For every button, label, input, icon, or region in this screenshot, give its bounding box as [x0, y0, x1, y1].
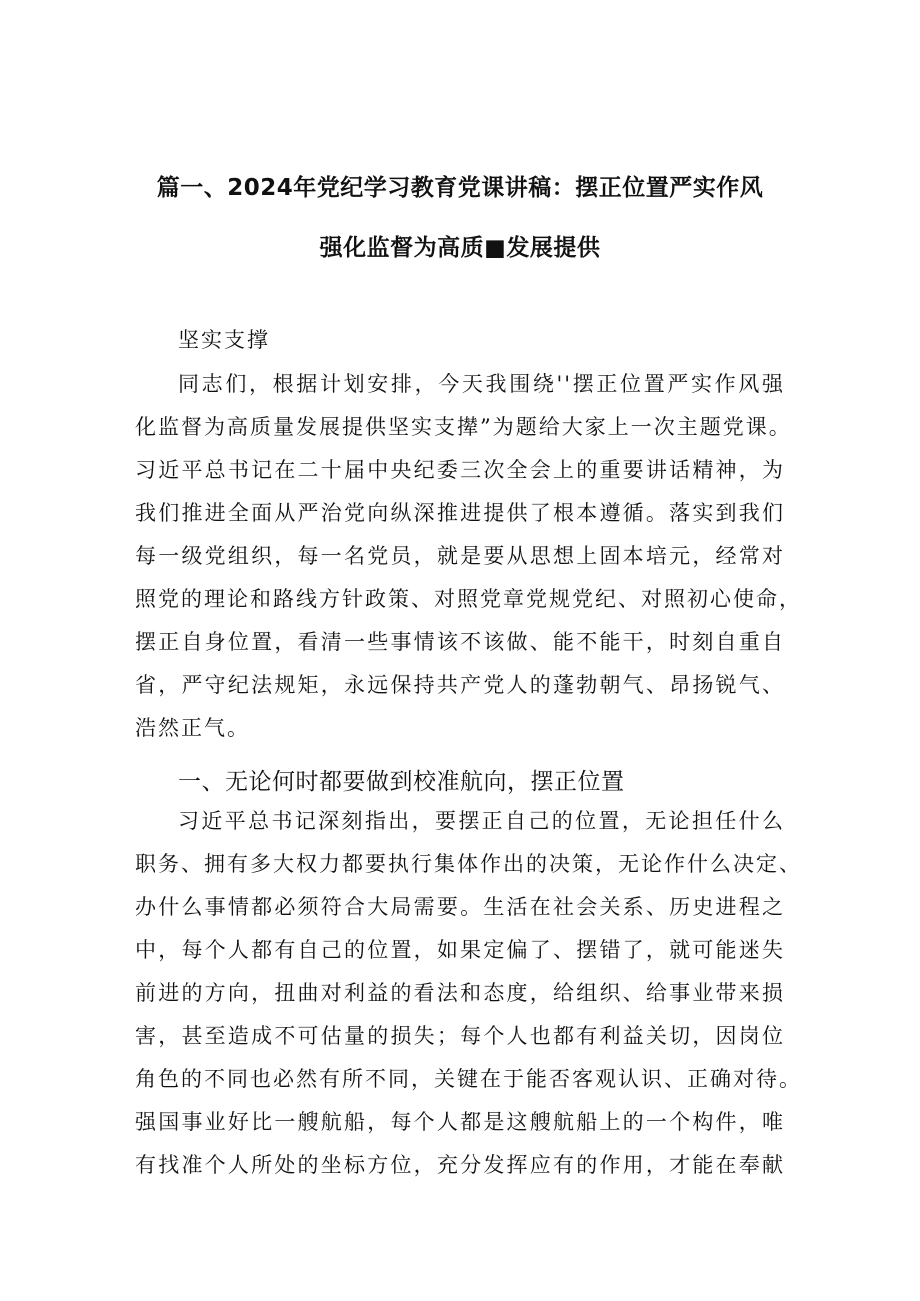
intro-line: 习近平总书记在二十届中央纪委三次全会上的重要讲话精神，为 [135, 458, 785, 482]
section-line: 有找准个人所处的坐标方位，充分发挥应有的作用，才能在奉献 [135, 1153, 785, 1177]
section-line: 前进的方向，扭曲对利益的看法和态度，给组织、给事业带来损 [135, 981, 785, 1005]
intro-line: 摆正自身位置，看清一些事情该不该做、能不能干，时刻自重自 [135, 630, 785, 654]
section-line: 习近平总书记深刻指出，要摆正自己的位置，无论担任什么 [178, 809, 785, 833]
intro-line: 浩然正气。 [135, 716, 250, 740]
document-title-line-2: 强化监督为高质■发展提供 [319, 235, 601, 261]
section-heading: 一、无论何时都要做到校准航向，摆正位置 [178, 769, 625, 795]
intro-line: 照党的理论和路线方针政策、对照党章党规党纪、对照初心使命， [135, 587, 802, 611]
document-title-line-1: 篇一、2024年党纪学习教育党课讲稿：摆正位置严实作风 [156, 175, 764, 201]
intro-line: 化监督为高质量发展提供坚实支撵”为题给大家上一次主题党课。 [135, 415, 792, 439]
section-line: 害，甚至造成不可估量的损失；每个人也都有利益关切，因岗位 [135, 1024, 785, 1048]
section-line: 办什么事情都必须符合大局需要。生活在社会关系、历史进程之 [135, 895, 785, 919]
section-line: 强国事业好比一艘航船，每个人都是这艘航船上的一个构件，唯 [135, 1110, 785, 1134]
intro-line: 省，严守纪法规矩，永远保持共产党人的蓬勃朝气、昂扬锐气、 [135, 673, 785, 697]
title-continuation: 坚实支撑 [178, 328, 270, 352]
section-line: 职务、拥有多大权力都要执行集体作出的决策，无论作什么决定、 [135, 852, 802, 876]
intro-line: 我们推进全面从严治党向纵深推进提供了根本遵循。落实到我们 [135, 501, 785, 525]
intro-line: 同志们，根据计划安排，今天我围绕''摆正位置严实作风强 [178, 372, 785, 396]
section-line: 角色的不同也必然有所不同，关键在于能否客观认识、正确对待。 [135, 1067, 802, 1091]
intro-line: 每一级党组织，每一名党员，就是要从思想上固本培元，经常对 [135, 544, 785, 568]
section-line: 中，每个人都有自己的位置，如果定偏了、摆错了，就可能迷失 [135, 938, 785, 962]
